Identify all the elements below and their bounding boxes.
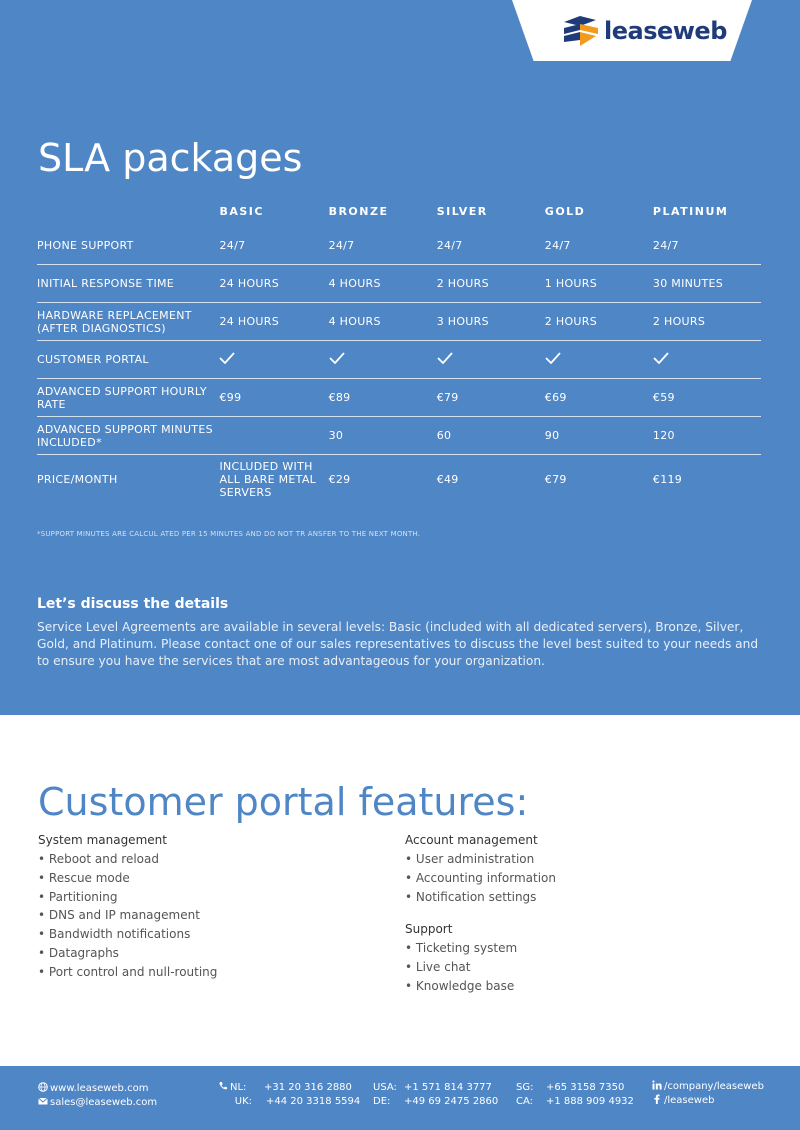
cell (653, 352, 761, 367)
row-label: PHONE SUPPORT (37, 239, 134, 252)
cell: 24 HOURS (219, 277, 279, 290)
cell: 120 (652, 429, 675, 442)
check-icon (329, 352, 345, 364)
uk-label: UK: (234, 1096, 252, 1107)
footnote: *SUPPORT MINUTES ARE CALCUL ATED PER 15 MINUTES AND DO NOT TR ANSFER TO THE NEXT MONTH. (37, 530, 421, 538)
list-item: • Accounting information (405, 869, 556, 888)
list-item: • Knowledge base (405, 977, 556, 996)
linkedin-icon (652, 1080, 662, 1090)
footer (0, 1066, 800, 1130)
cell: €119 (652, 472, 683, 486)
cell: €69 (544, 391, 567, 404)
cell: €59 (652, 391, 675, 404)
feature-list (38, 850, 217, 982)
list-item: • Datagraphs (38, 944, 217, 963)
header-gold: GOLD (544, 204, 586, 218)
row-label: ADVANCED SUPPORT MINUTES INCLUDED* (37, 422, 213, 449)
cell: 4 HOURS (328, 315, 381, 328)
sla-table (37, 195, 761, 503)
mail-icon (38, 1096, 48, 1106)
check-icon (653, 352, 669, 364)
cell: €89 (328, 391, 351, 404)
list-item: • Bandwidth notifications (38, 925, 217, 944)
linkedin-link[interactable] (652, 1080, 764, 1094)
section-heading: System management (38, 833, 167, 847)
de-phone[interactable]: +49 69 2475 2860 (404, 1096, 499, 1107)
header-platinum: PLATINUM (652, 204, 729, 218)
list-item: • Reboot and reload (38, 850, 217, 869)
header-silver: SILVER (436, 204, 488, 218)
check-icon (545, 352, 561, 364)
cell: 90 (544, 429, 560, 442)
leaseweb-logo[interactable] (562, 16, 727, 46)
spacer (405, 906, 556, 922)
footer-phone-usa-de (373, 1081, 498, 1109)
cell: 24/7 (219, 239, 246, 252)
table-row (37, 227, 761, 265)
cell: 30 MINUTES (652, 277, 724, 290)
feature-list (405, 939, 556, 995)
footer-phone-sg-ca (516, 1081, 634, 1109)
table-row (37, 341, 761, 379)
facebook-text: /leaseweb (664, 1095, 715, 1106)
row-label: PRICE/MONTH (37, 472, 118, 486)
feature-list (405, 850, 556, 906)
header-basic: BASIC (219, 204, 264, 218)
account-support-column (405, 833, 556, 996)
table-row (37, 379, 761, 417)
footer-social (652, 1080, 764, 1108)
cell: €29 (328, 472, 351, 486)
cell (545, 352, 653, 367)
section-heading: Account management (405, 833, 538, 847)
cell: INCLUDED WITH ALL BARE METAL SERVERS (219, 459, 317, 499)
list-item: • User administration (405, 850, 556, 869)
list-item: • Ticketing system (405, 939, 556, 958)
leaseweb-logo-icon (562, 16, 600, 46)
row-label: ADVANCED SUPPORT HOURLY RATE (37, 384, 207, 411)
cell (437, 352, 545, 367)
cell: 24/7 (328, 239, 355, 252)
sla-table-header (37, 195, 761, 227)
cell: €49 (436, 472, 459, 486)
table-row (37, 417, 761, 455)
ca-phone[interactable]: +1 888 909 4932 (546, 1096, 634, 1107)
cell: 2 HOURS (436, 277, 489, 290)
row-label: CUSTOMER PORTAL (37, 353, 149, 366)
check-icon (219, 352, 235, 364)
website-text: www.leaseweb.com (50, 1083, 149, 1094)
table-row (37, 265, 761, 303)
section-heading: Support (405, 922, 453, 937)
list-item: • DNS and IP management (38, 906, 217, 925)
usa-phone[interactable]: +1 571 814 3777 (404, 1082, 492, 1093)
cell: €79 (436, 391, 459, 404)
cell: 24/7 (544, 239, 571, 252)
cell: 1 HOURS (544, 277, 597, 290)
list-item: • Port control and null-routing (38, 963, 217, 982)
nl-label: NL: (230, 1082, 247, 1093)
cell: 2 HOURS (544, 315, 597, 328)
list-item: • Rescue mode (38, 869, 217, 888)
cell: 24 HOURS (219, 315, 279, 328)
footer-phone-nl-uk (218, 1081, 360, 1109)
details-body: Service Level Agreements are available in several levels: Basic (included with all dedicated servers), Bronze, Silver, Gold, and Platinum. Please contact one of our sales representatives to discuss the level best suited to your needs and to ensure you have the services that are most advantageous for your organization. (37, 620, 759, 668)
cell: 60 (436, 429, 452, 442)
linkedin-text: /company/leaseweb (664, 1081, 764, 1092)
cell: 2 HOURS (652, 315, 706, 328)
sla-title: SLA packages (38, 136, 303, 180)
facebook-icon (652, 1094, 662, 1104)
cell: 24/7 (436, 239, 463, 252)
row-label: HARDWARE REPLACEMENT (AFTER DIAGNOSTICS) (37, 308, 192, 335)
sg-label: SG: (516, 1082, 534, 1093)
uk-phone[interactable]: +44 20 3318 5594 (266, 1096, 361, 1107)
cell: 24/7 (652, 239, 679, 252)
system-management-column (38, 833, 217, 982)
check-icon (437, 352, 453, 364)
website-link[interactable] (38, 1082, 157, 1096)
portal-title: Customer portal features: (38, 780, 529, 824)
cell: 3 HOURS (436, 315, 489, 328)
list-item: • Notification settings (405, 888, 556, 907)
usa-label: USA: (373, 1082, 397, 1093)
footer-web (38, 1082, 157, 1110)
cell: €99 (219, 391, 242, 404)
details-title: Let’s discuss the details (37, 596, 229, 612)
email-link[interactable] (38, 1096, 157, 1110)
table-row (37, 303, 761, 341)
header-bronze: BRONZE (328, 204, 389, 218)
phone-icon (218, 1081, 228, 1091)
cell: €79 (544, 472, 567, 486)
de-label: DE: (373, 1096, 391, 1107)
sg-phone[interactable]: +65 3158 7350 (546, 1082, 625, 1093)
table-row (37, 455, 761, 503)
facebook-link[interactable] (652, 1094, 764, 1108)
email-text: sales@leaseweb.com (50, 1097, 158, 1108)
list-item: • Partitioning (38, 888, 217, 907)
row-label: INITIAL RESPONSE TIME (37, 277, 175, 290)
globe-icon (38, 1082, 48, 1092)
logo-text: leaseweb (604, 17, 727, 45)
cell: 4 HOURS (328, 277, 381, 290)
cell (329, 352, 437, 367)
cell: 30 (328, 429, 344, 442)
list-item: • Live chat (405, 958, 556, 977)
cell (219, 352, 328, 367)
ca-label: CA: (516, 1096, 534, 1107)
nl-phone[interactable]: +31 20 316 2880 (264, 1082, 352, 1093)
